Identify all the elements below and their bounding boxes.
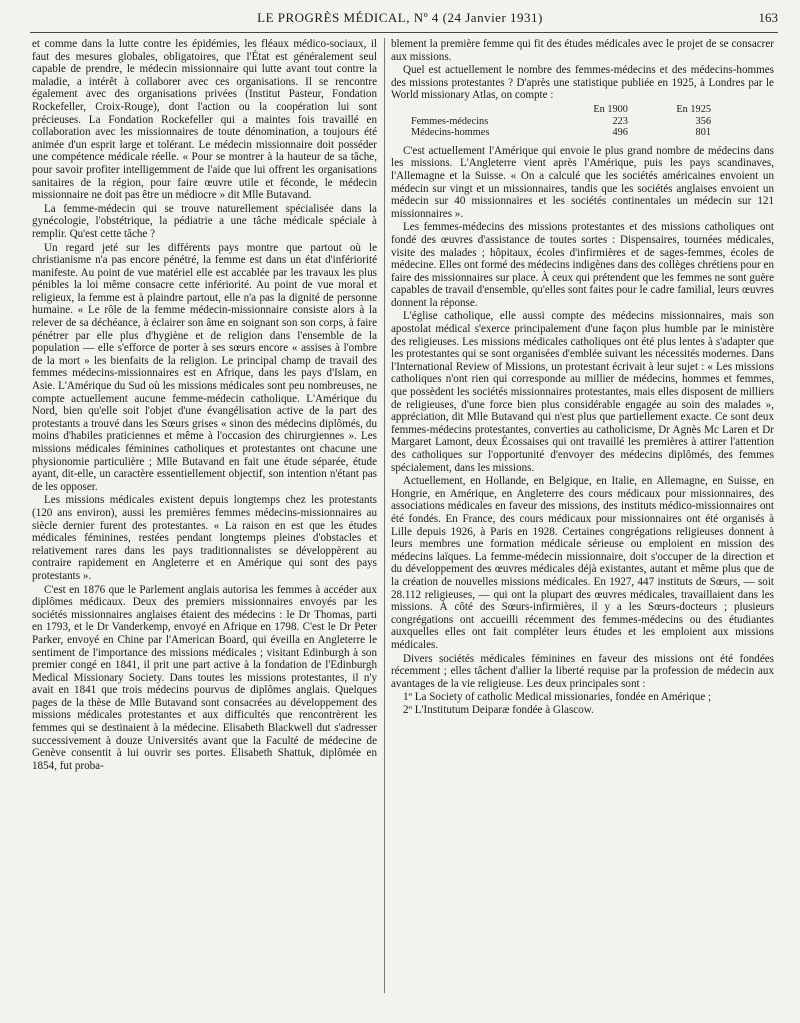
list-item: 2º L'Institutum Deiparæ fondée à Glascow. xyxy=(403,703,594,716)
table-row xyxy=(411,116,711,128)
table-row-label: Femmes-médecins xyxy=(411,115,489,127)
paragraph: Actuellement, en Hollande, en Belgique, en Italie, en Allemagne, en Suisse, en Hongrie, en Amérique, en Angleterre des cours médicaux pour missionnaires, des associations médicales en faveur des missions, des instituts médico-missionnaires ont été fondés. En France, des cours médicaux pour missionnaires ont été organisés à Lille depuis 1926, à Paris en 1928. Certaines congrégations religieuses donnent à leurs membres une formation médicale sérieuse ou emploient en mission des médecins laïques. La femme-médecin missionnaire, doit s'occuper de la direction et du développement des œuvres médicales déjà existantes, autant et même plus que de la création de nouvelles missions médicales. En 1927, 447 instituts de Sœurs, — soit 28.112 religieuses, — qui ont la plupart des œuvres médicales, travaillaient dans les missions. À côté des Sœurs-infirmières, il y a les Sœurs-docteurs ; plusieurs congrégations ont accueilli récemment des femmes-médecins ou des étudiantes auxquelles elles ont fait compléter leurs études et les emploient aux missions médicales. xyxy=(391,475,774,651)
header-rule xyxy=(30,32,778,33)
table-row xyxy=(411,127,711,139)
running-title: LE PROGRÈS MÉDICAL, Nº 4 (24 Janvier 1931) xyxy=(257,10,543,25)
paragraph: Un regard jeté sur les différents pays montre que partout où le christianisme n'a pas encore pénétré, la femme est dans un état d'infériorité manifeste. Au point de vue matériel elle est accablée par les travaux les plus pénibles la loi même consacre cette infériorité. Au point de vue moral et religieux, la femme est à plaindre partout, elle n'a pas la dignité de personne humaine. « Le rôle de la femme médecin-missionnaire consiste alors à la relever de sa déchéance, à éclairer son âme en soignant son son corps, à faire pénétrer par elle plus d'hygiène et de religion dans l'ensemble de la population — elle s'efforce de porter à ses sœurs encore « assises à l'ombre de la mort » les bienfaits de la religion. Le principal champ de travail des femmes médecins-missionnaires est en Afrique, dans les pays d'Islam, en Asie. L'Amérique du Sud où les missions médicales sont peu nombreuses, ne compte actuellement aucune femme-médecin catholique. L'Amérique du Nord, bien qu'elle soit l'objet d'une évangélisation active de la part des protestants a trouvé dans les Sœurs grises « sinon des médecins diplômés, du moins d'habiles praticiennes et même à l'occasion des chirurgiennes ». Les missions médicales féminines catholiques et protestantes ont chacune une physionomie particulière ; Mlle Butavand en fait une étude séparée, étude ayant, dit-elle, un caractère essentiellement objectif, son intention n'étant pas de les opposer. xyxy=(32,241,377,493)
table-cell: 801 xyxy=(695,127,711,139)
paragraph: La femme-médecin qui se trouve naturellement spécialisée dans la gynécologie, l'obstétrique, la pédiatrie a une tâche médicale spéciale à remplir. Qu'est cette tâche ? xyxy=(32,202,377,240)
paragraph: blement la première femme qui fit des études médicales avec le projet de se consacrer aux missions. xyxy=(391,38,774,63)
paragraph: et comme dans la lutte contre les épidémies, les fléaux médico-sociaux, il faut des mesures globales, obligatoires, que l'État est généralement seul capable de prendre, le médecin missionnaire qui lutte avant tout contre la maladie, a intérêt à collaborer avec ces organisations. Il se rencontre également avec des organisations privées (Institut Pasteur, Fondation Rockefeller, Croix-Rouge), dont l'action ou la coopération lui sont précieuses. La Fondation Rockefeller qui a maintes fois travaillé en collaboration avec les missionnaires de toute dénomination, a toujours été animée d'un esprit large et tolérant. Le médecin missionnaire doit posséder une compétence médicale réelle. « Pour se montrer à la hauteur de sa tâche, pour savoir profiter intelligemment de l'aide que lui offrent les organisations sanitaires de la région, pour faire œuvre utile et féconde, le médecin missionnaire ne doit pas être un médiocre » dit Mlle Butavand. xyxy=(32,38,377,202)
paragraph: C'est en 1876 que le Parlement anglais autorisa les femmes à accéder aux diplômes médicaux. Deux des premiers missionnaires envoyés par les sociétés missionnaires anglaises étaient des médecins : le Dr Thomas, parti en 1793, et le Dr Vanderkemp, envoyé en Afrique en 1798. C'est le Dr Peter Parker, envoyé en Chine par l'American Board, qui éveilla en Angleterre le sentiment de l'importance des missions médicales ; visitant Edinburgh à son premier congé en 1841, il prit une part active à la fondation de l'Edinburgh Medical Missionary Society. Dans toutes les missions protestantes, il n'y avait en 1841 que trois médecins pourvus de diplômes anglais. Quelques pages de la thèse de Mlle Butavand sont consacrées au développement des missions médicales protestantes et aux difficultés que rencontrèrent les femmes qui se destinaient à la médecine. Elisabeth Blackwell dut s'adresser successivement à douze Universités avant que la Faculté de médecine de Genève consentit à lui ouvrir ses portes. Elisabeth Shattuk, diplômée en 1854, fut proba- xyxy=(32,583,377,772)
right-column xyxy=(391,38,774,1011)
table-header: En 1900 xyxy=(593,103,628,115)
table-header xyxy=(411,104,545,116)
left-column xyxy=(32,38,377,1011)
statistics-table xyxy=(411,104,711,139)
table-cell: 496 xyxy=(612,127,628,139)
table-cell: 356 xyxy=(695,115,711,127)
table-cell: 223 xyxy=(612,115,628,127)
column-divider xyxy=(384,38,385,993)
table-row-label: Médecins-hommes xyxy=(411,127,490,139)
paragraph: Les missions médicales existent depuis longtemps chez les protestants (120 ans environ), aussi les premières femmes médecins-missionnaires au siècle dernier furent des protestantes. « La raison en est que les études médicales féminines, restées pendant longtemps pleines d'obstacles et relativement rares dans les pays traditionnalistes se développèrent au contraire rapidement en Angleterre et en Amérique qui sont des pays protestants ». xyxy=(32,494,377,582)
paragraph: Quel est actuellement le nombre des femmes-médecins et des médecins-hommes des missions protestantes ? D'après une statistique publiée en 1925, à Londres par le World missionary Atlas, on compte : xyxy=(391,64,774,102)
table-header: En 1925 xyxy=(676,103,711,115)
paragraph: Les femmes-médecins des missions protestantes et des missions catholiques ont fondé des œuvres d'assistance de toutes sortes : Dispensaires, tournées médicales, visite des malades ; hôpitaux, écoles d'infirmières et de sages-femmes, écoles de médecine. Elles ont formé des médecins indigènes dans des collèges chrétiens pour en faire des missionnaires sur place. À ceux qui prétendent que les femmes ne sont guère capables de travail d'ensemble, qu'elles sont faites pour le cadre familial, leurs œuvres donnent la réponse. xyxy=(391,221,774,309)
page-number: 163 xyxy=(758,10,778,25)
paragraph: L'église catholique, elle aussi compte des médecins missionnaires, mais son apostolat médical s'exerce principalement d'une façon plus humble par le ministère des religieuses. Les missions médicales catholiques ont été plus lentes à s'adapter que les protestantes qui se sont organisées d'emblée suivant les nécessités modernes. Dans l'International Review of Missions, un protestant écrivait à leur sujet : « Les missions catholiques n'ont rien qui corresponde au millier de médecins, hommes et femmes, que possèdent les sociétés missionnaires protestantes, mais elles disposent de milliers de religieuses, d'une force bien plus considérable engagée au soin des malades », appréciation, dit Mlle Butavand qui n'est plus que partiellement exacte. Ce sont deux femmes-médecins protestantes, converties au catholicisme, Dr Agnès Mc Laren et Dr Margaret Lamont, deux Écossaises qui ont travaillé les premières à attirer l'attention des catholiques sur l'opportunité d'envoyer des médecins diplômés, des femmes spécialement, dans les missions. xyxy=(391,310,774,474)
paragraph: C'est actuellement l'Amérique qui envoie le plus grand nombre de médecins dans les missions. L'Angleterre vient après l'Amérique, puis les pays scandinaves, l'Allemagne et la Suisse. « On a calculé que les sociétés américaines envoient un médecin sur vingt et un missionnaires, tandis que les sociétés anglaises envoient un médecin sur 40 missionnaires et les sociétés continentales un médecin sur 121 missionnaires ». xyxy=(391,144,774,220)
table-header-row xyxy=(411,104,711,116)
list-item: 1º La Society of catholic Medical missionaries, fondée en Amérique ; xyxy=(403,691,712,704)
running-head xyxy=(0,10,800,32)
paragraph: Divers sociétés médicales féminines en faveur des missions ont été fondées récemment ; elles tâchent d'allier la liberté requise par la profession de médecin aux avantages de la vie religieuse. Les deux principales sont : xyxy=(391,652,774,690)
